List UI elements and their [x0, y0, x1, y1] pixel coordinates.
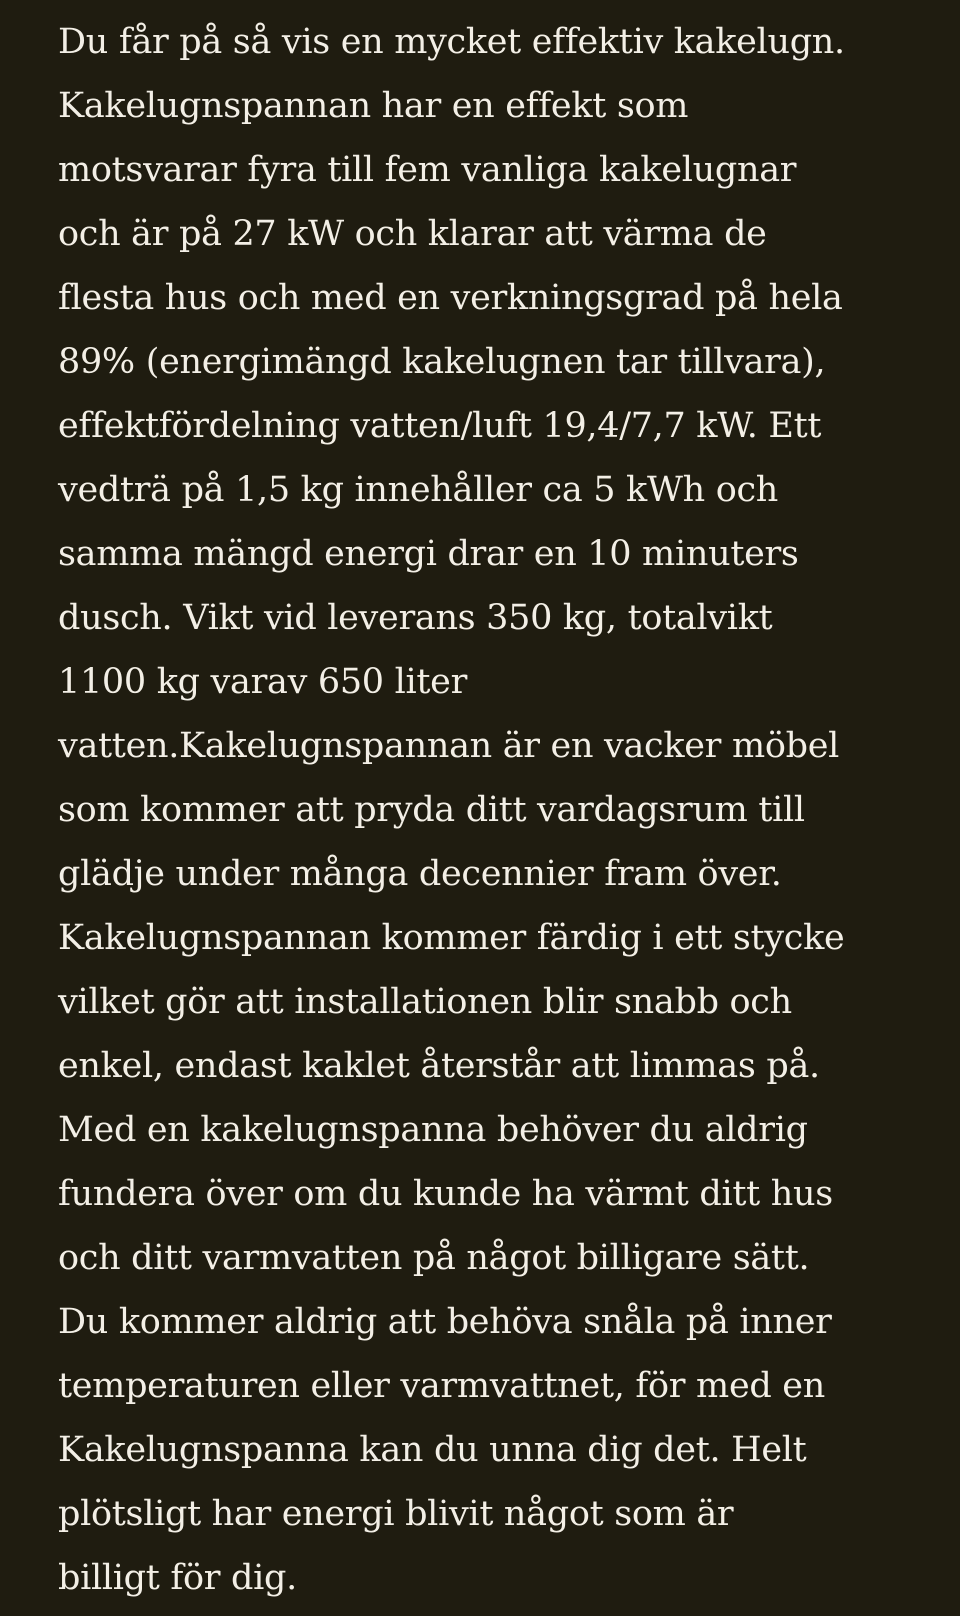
- text-line: Kakelugnspannan har en effekt som: [58, 86, 689, 126]
- text-line: glädje under många decennier fram över.: [58, 854, 782, 894]
- text-line: billigt för dig.: [58, 1558, 297, 1598]
- text-line: Kakelugnspannan kommer färdig i ett stycke: [58, 918, 845, 958]
- bottom-edge: [0, 1616, 960, 1622]
- text-line: vedträ på 1,5 kg innehåller ca 5 kWh och: [58, 470, 779, 510]
- text-line: vilket gör att installationen blir snabb och: [58, 982, 792, 1022]
- text-line: Med en kakelugnspanna behöver du aldrig: [58, 1110, 808, 1150]
- text-line: Du kommer aldrig att behöva snåla på inner: [58, 1302, 832, 1342]
- text-line: 89% (energimängd kakelugnen tar tillvara),: [58, 342, 826, 382]
- text-line: 1100 kg varav 650 liter: [58, 662, 467, 702]
- text-line: och ditt varmvatten på något billigare sätt.: [58, 1238, 810, 1278]
- text-line: vatten.Kakelugnspannan är en vacker möbel: [58, 726, 840, 766]
- text-line: dusch. Vikt vid leverans 350 kg, totalvikt: [58, 598, 773, 638]
- text-line: fundera över om du kunde ha värmt ditt hus: [58, 1174, 833, 1214]
- text-line: effektfördelning vatten/luft 19,4/7,7 kW. Ett: [58, 406, 822, 446]
- text-line: temperaturen eller varmvattnet, för med en: [58, 1366, 825, 1406]
- text-line: flesta hus och med en verkningsgrad på hela: [58, 278, 843, 318]
- text-line: enkel, endast kaklet återstår att limmas på.: [58, 1046, 820, 1086]
- text-line: och är på 27 kW och klarar att värma de: [58, 214, 767, 254]
- article-body-text: [58, 10, 938, 1610]
- text-line: motsvarar fyra till fem vanliga kakelugnar: [58, 150, 797, 190]
- text-line: Kakelugnspanna kan du unna dig det. Helt: [58, 1430, 807, 1470]
- text-line: samma mängd energi drar en 10 minuters: [58, 534, 799, 574]
- text-line: som kommer att pryda ditt vardagsrum till: [58, 790, 805, 830]
- text-line: plötsligt har energi blivit något som är: [58, 1494, 734, 1534]
- text-line: Du får på så vis en mycket effektiv kakelugn.: [58, 22, 845, 62]
